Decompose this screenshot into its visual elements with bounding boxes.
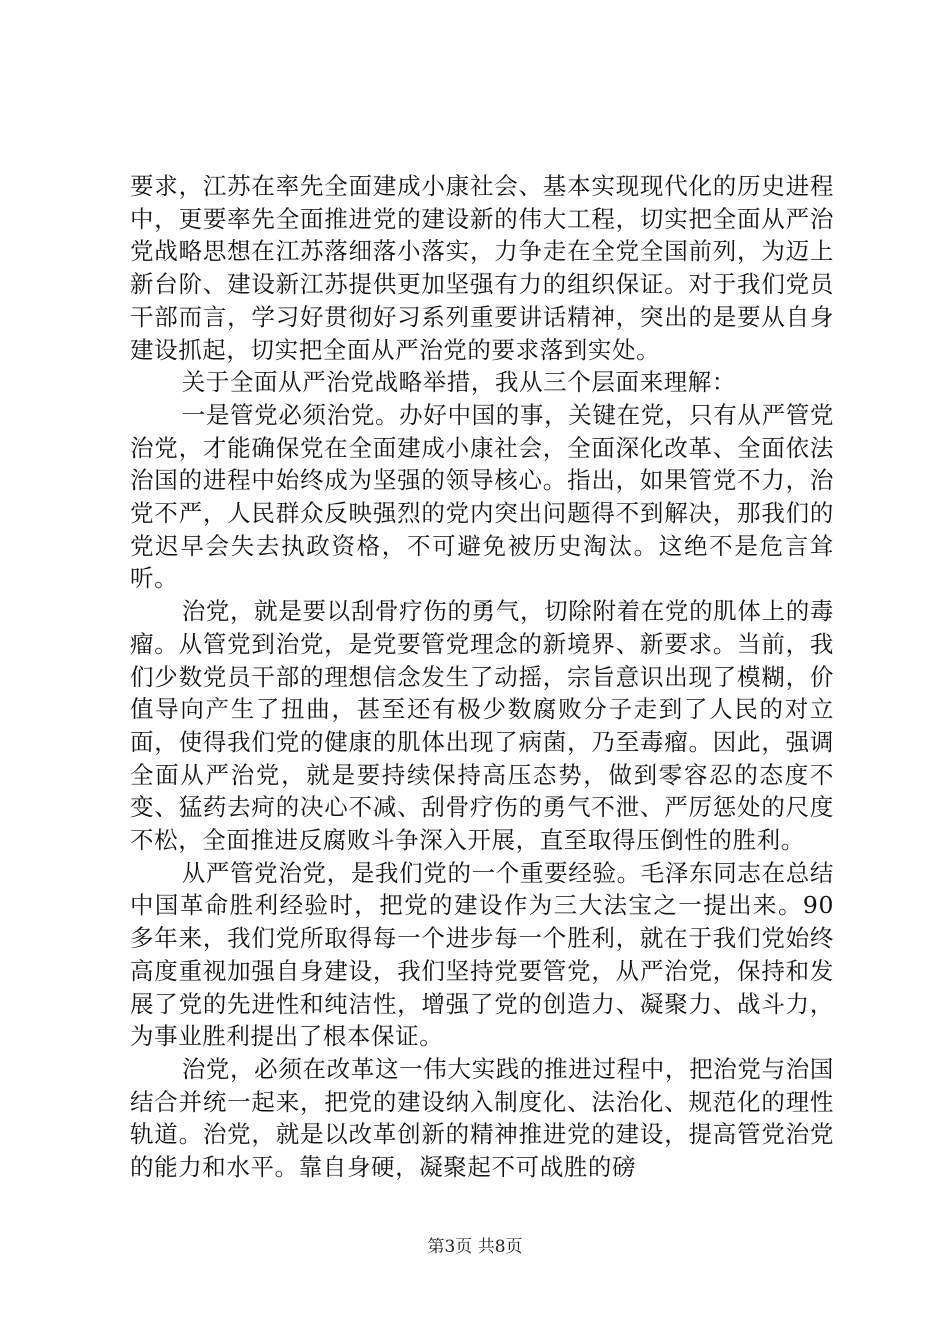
paragraph-continued: 要求，江苏在率先全面建成小康社会、基本实现现代化的历史进程中，更要率先全面推进党的建设新的伟大工程，切实把全面从严治党战略思想在江苏落细落小落实，力争走在全党全国前列，为迈上新台阶、建设新江苏提供更加坚强有力的组织保证。对于我们党员干部而言，学习好贯彻好习系列重要讲话精神，突出的是要从自身建设抓起，切实把全面从严治党的要求落到实处。 bbox=[130, 172, 834, 364]
page-number-footer: 第3页 共8页 bbox=[427, 1237, 523, 1257]
paragraph-point-one: 一是管党必须治党。办好中国的事，关键在党，只有从严管党治党，才能确保党在全面建成小康社会，全面深化改革、全面依法治国的进程中始终成为坚强的领导核心。指出，如果管党不力，治党不严，人民群众反映强烈的党内突出问题得不到解决，那我们的党迟早会失去执政资格，不可避免被历史淘汰。这绝不是危言耸听。 bbox=[130, 400, 834, 593]
paragraph-intro-three-levels: 关于全面从严治党战略举措，我从三个层面来理解： bbox=[181, 368, 736, 397]
paragraph-strict-governance-experience: 从严管党治党，是我们党的一个重要经验。毛泽东同志在总结中国革命胜利经验时，把党的建设作为三大法宝之一提出来。90多年来，我们党所取得每一个进步每一个胜利，就在于我们党始终高度重视加强自身建设，我们坚持党要管党，从严治党，保持和发展了党的先进性和纯洁性，增强了党的创造力、凝聚力、战斗力，为事业胜利提出了根本保证。 bbox=[130, 858, 834, 1051]
paragraph-reform-governance: 治党，必须在改革这一伟大实践的推进过程中，把治党与治国结合并统一起来，把党的建设纳入制度化、法治化、规范化的理性轨道。治党，就是以改革创新的精神推进党的建设，提高管党治党的能力和水平。靠自身硬，凝聚起不可战胜的磅 bbox=[130, 1054, 834, 1182]
paragraph-governing-party: 治党，就是要以刮骨疗伤的勇气，切除附着在党的肌体上的毒瘤。从管党到治党，是党要管党理念的新境界、新要求。当前，我们少数党员干部的理想信念发生了动摇，宗旨意识出现了模糊，价值导向产生了扭曲，甚至还有极少数腐败分子走到了人民的对立面，使得我们党的健康的肌体出现了病菌，乃至毒瘤。因此，强调全面从严治党，就是要持续保持高压态势，做到零容忍的态度不变、猛药去疴的决心不减、刮骨疗伤的勇气不泄、严厉惩处的尺度不松，全面推进反腐败斗争深入开展，直至取得压倒性的胜利。 bbox=[130, 597, 834, 855]
document-body bbox=[130, 170, 834, 1184]
